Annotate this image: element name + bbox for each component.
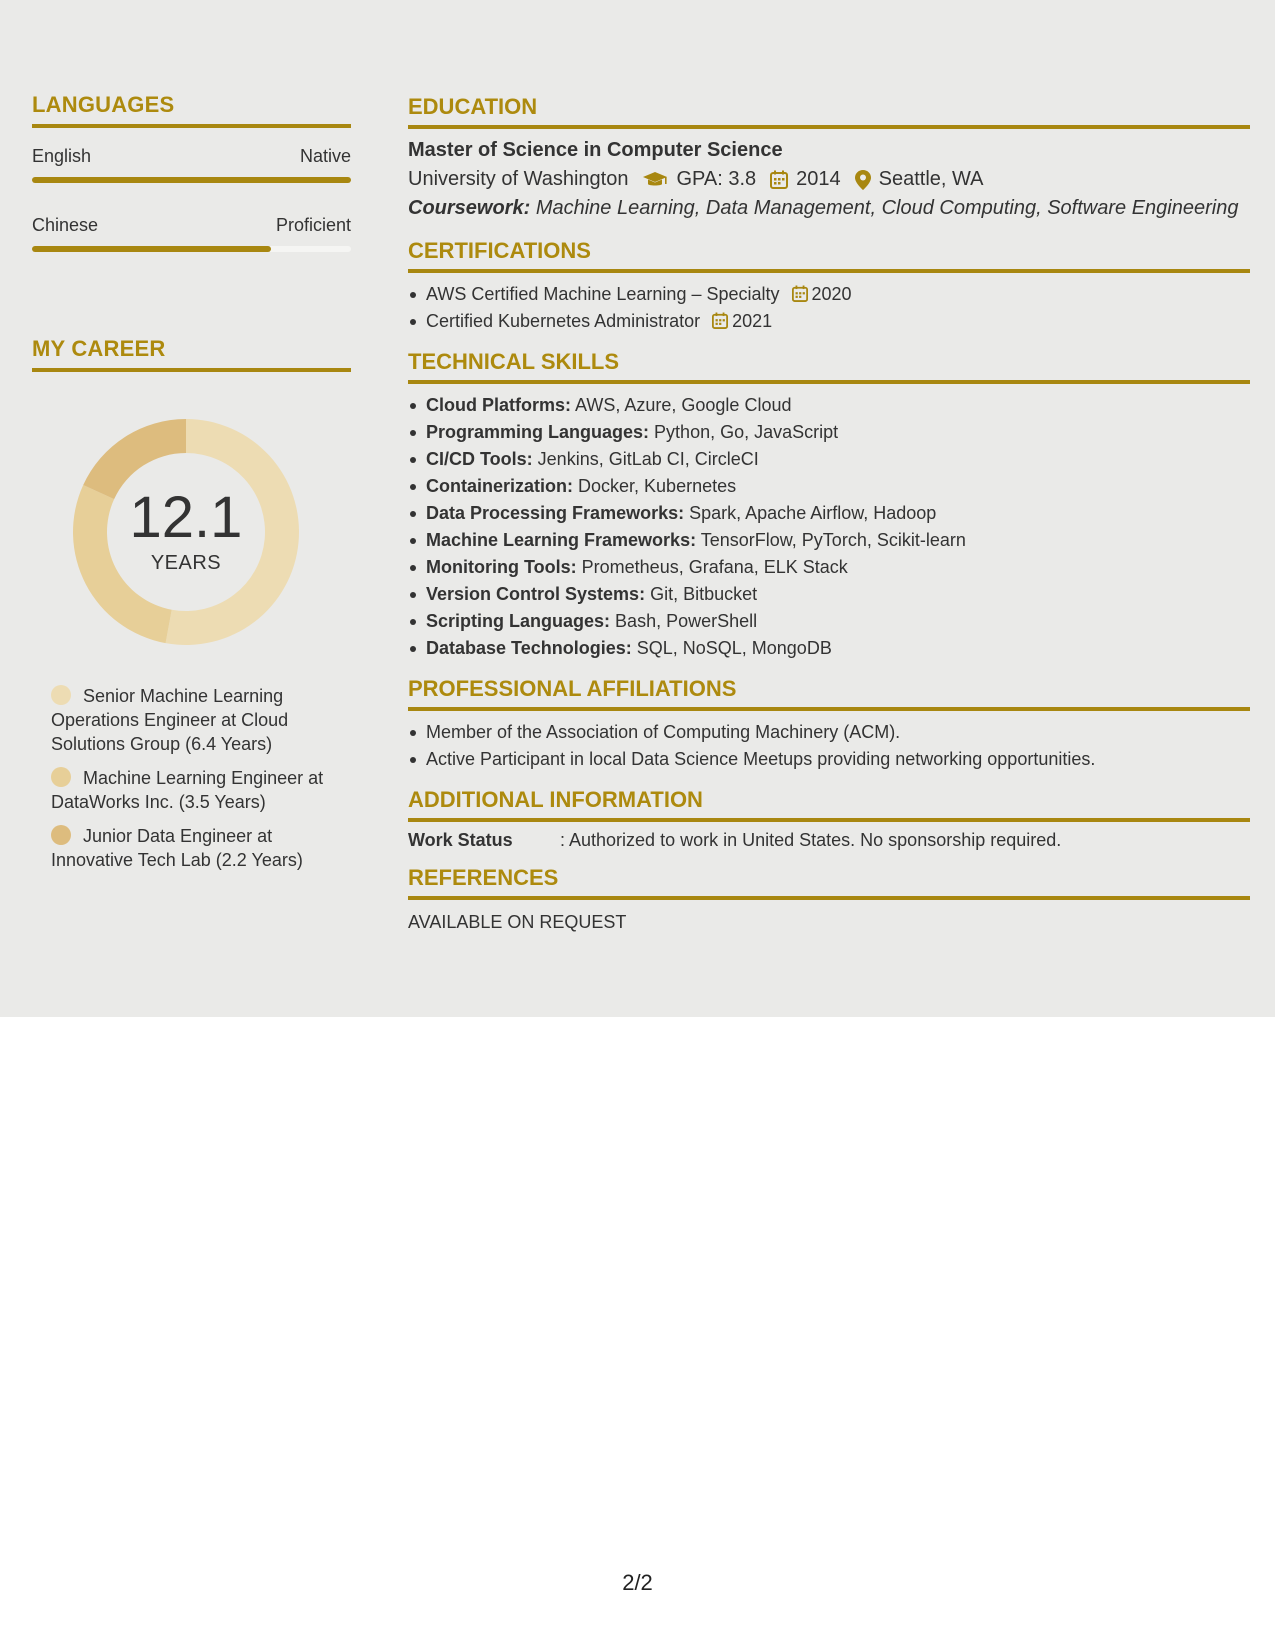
certification-year: 2021 — [732, 311, 773, 331]
career-donut-chart — [66, 412, 306, 652]
skill-category: Cloud Platforms: — [426, 395, 572, 415]
coursework-list: Machine Learning, Data Management, Cloud Computing, Software Engineering — [535, 197, 1239, 219]
work-status-row — [408, 830, 1250, 851]
career-years-unit: YEARS — [150, 552, 222, 574]
skill-category: Data Processing Frameworks: — [426, 503, 685, 523]
skill-category: Version Control Systems: — [426, 584, 646, 604]
skill-values: Docker, Kubernetes — [578, 476, 737, 496]
section-divider — [408, 125, 1250, 129]
coursework-label: Coursework: — [408, 197, 531, 219]
certification-year: 2020 — [811, 284, 852, 304]
career-legend-item — [51, 824, 351, 872]
language-bar-fill — [32, 246, 271, 252]
skill-category: Programming Languages: — [426, 422, 650, 442]
skill-category: Containerization: — [426, 476, 573, 496]
skill-values: Jenkins, GitLab CI, CircleCI — [537, 449, 759, 469]
calendar-icon — [792, 285, 808, 302]
language-name: English — [32, 146, 92, 166]
language-bar-track — [32, 246, 351, 252]
section-divider — [32, 368, 351, 372]
certification-name: Certified Kubernetes Administrator — [426, 311, 701, 331]
career-section — [32, 336, 351, 882]
main-column — [408, 94, 1250, 943]
section-divider — [408, 896, 1250, 900]
career-job-label: Senior Machine Learning Operations Engineer at Cloud Solutions Group (6.4 Years) — [51, 686, 289, 754]
career-title: MY CAREER — [32, 336, 166, 361]
section-divider — [408, 707, 1250, 711]
affiliation-item: Member of the Association of Computing Machinery (ACM). — [408, 719, 1250, 746]
references-section — [408, 865, 1250, 933]
location-pin-icon — [855, 170, 871, 190]
skill-values: Git, Bitbucket — [650, 584, 758, 604]
degree-title: Master of Science in Computer Science — [408, 139, 783, 161]
section-divider — [408, 269, 1250, 273]
languages-list — [32, 146, 351, 252]
career-job-label: Junior Data Engineer at Innovative Tech Lab (2.2 Years) — [51, 826, 303, 870]
skill-category: CI/CD Tools: — [426, 449, 533, 469]
career-legend — [32, 684, 351, 872]
career-legend-item — [51, 684, 351, 756]
language-item — [32, 146, 351, 183]
career-job-label: Machine Learning Engineer at DataWorks Inc. (3.5 Years) — [51, 768, 324, 812]
skill-item — [408, 554, 1250, 581]
certification-name: AWS Certified Machine Learning – Specialty — [426, 284, 780, 304]
legend-dot — [51, 767, 71, 787]
skill-values: Prometheus, Grafana, ELK Stack — [581, 557, 848, 577]
skill-category: Machine Learning Frameworks: — [426, 530, 697, 550]
education-title: EDUCATION — [408, 94, 538, 119]
graduation-cap-icon — [642, 171, 668, 189]
legend-dot — [51, 685, 71, 705]
skill-item — [408, 581, 1250, 608]
additional-info-section — [408, 787, 1250, 851]
coursework — [408, 197, 1250, 220]
skill-item — [408, 500, 1250, 527]
career-total-years: 12.1 — [129, 485, 243, 550]
references-text: AVAILABLE ON REQUEST — [408, 912, 627, 932]
skill-values: Python, Go, JavaScript — [654, 422, 839, 442]
skill-category: Database Technologies: — [426, 638, 632, 658]
language-row — [32, 146, 351, 167]
skill-item — [408, 527, 1250, 554]
language-bar-fill — [32, 177, 351, 183]
affiliations-list — [408, 719, 1250, 773]
legend-dot — [51, 825, 71, 845]
language-row — [32, 215, 351, 236]
languages-title: LANGUAGES — [32, 92, 175, 117]
certifications-title: CERTIFICATIONS — [408, 238, 591, 263]
certification-item — [408, 281, 1250, 308]
skill-item — [408, 473, 1250, 500]
page-number: 2/2 — [622, 1570, 653, 1595]
affiliations-section — [408, 676, 1250, 773]
languages-section — [32, 92, 351, 252]
skills-section — [408, 349, 1250, 662]
language-level: Proficient — [275, 215, 351, 235]
section-divider — [408, 818, 1250, 822]
language-bar-track — [32, 177, 351, 183]
skill-item — [408, 392, 1250, 419]
section-divider — [32, 124, 351, 128]
section-divider — [408, 380, 1250, 384]
skill-values: TensorFlow, PyTorch, Scikit-learn — [700, 530, 966, 550]
work-status-value: : Authorized to work in United States. No sponsorship required. — [560, 830, 1062, 850]
school-name: University of Washington — [408, 168, 629, 190]
calendar-icon — [770, 170, 788, 189]
language-name: Chinese — [32, 215, 99, 235]
skill-values: SQL, NoSQL, MongoDB — [636, 638, 832, 658]
career-legend-item — [51, 766, 351, 814]
skill-category: Scripting Languages: — [426, 611, 611, 631]
graduation-year: 2014 — [796, 168, 841, 190]
school-location: Seattle, WA — [878, 168, 984, 190]
certification-item — [408, 308, 1250, 335]
skill-values: AWS, Azure, Google Cloud — [575, 395, 792, 415]
skills-list — [408, 392, 1250, 662]
skill-values: Spark, Apache Airflow, Hadoop — [689, 503, 937, 523]
work-status-label: Work Status — [408, 830, 513, 850]
language-item — [32, 215, 351, 252]
education-details — [408, 168, 1250, 191]
additional-info-title: ADDITIONAL INFORMATION — [408, 787, 703, 812]
affiliation-item: Active Participant in local Data Science Meetups providing networking opportunities. — [408, 746, 1250, 773]
language-level: Native — [299, 146, 351, 166]
skills-title: TECHNICAL SKILLS — [408, 349, 620, 374]
certifications-section — [408, 238, 1250, 335]
skill-values: Bash, PowerShell — [615, 611, 758, 631]
skill-item — [408, 419, 1250, 446]
gpa: GPA: 3.8 — [676, 168, 757, 190]
skill-item — [408, 446, 1250, 473]
affiliations-title: PROFESSIONAL AFFILIATIONS — [408, 676, 737, 701]
skill-item — [408, 635, 1250, 662]
references-title: REFERENCES — [408, 865, 559, 890]
skill-category: Monitoring Tools: — [426, 557, 577, 577]
education-section — [408, 94, 1250, 220]
skill-item — [408, 608, 1250, 635]
certifications-list — [408, 281, 1250, 335]
calendar-icon — [712, 312, 728, 329]
